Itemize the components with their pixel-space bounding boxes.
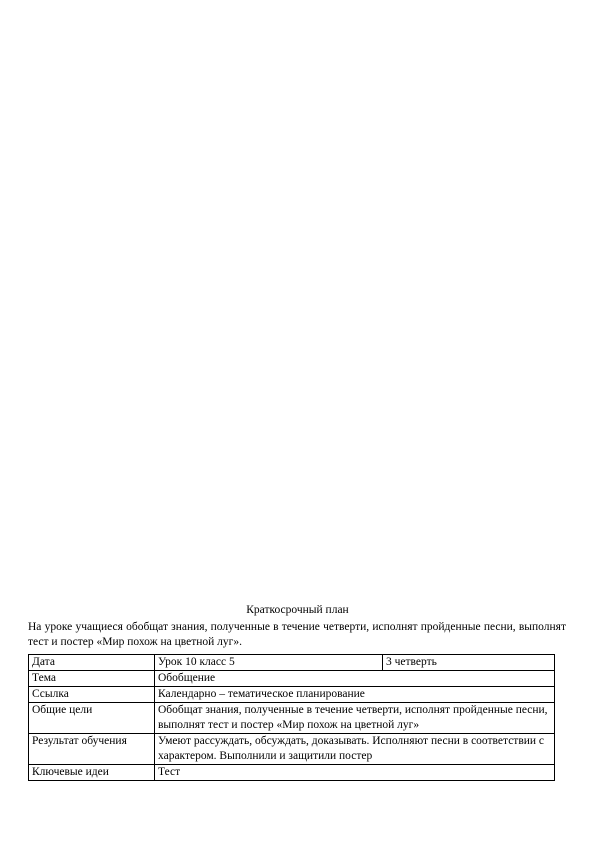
row-label-outcome: Результат обучения	[29, 734, 155, 765]
row-label-date: Дата	[29, 655, 155, 671]
row-value-outcome: Умеют рассуждать, обсуждать, доказывать. Исполняют песни в соответствии с характером. Выполнили и защитили постер	[155, 734, 555, 765]
intro-paragraph: На уроке учащиеся обобщат знания, полученные в течение четверти, исполнят пройденные песни, выполнят тест и постер «Мир похож на цветной луг».	[28, 621, 566, 648]
row-value-reference: Календарно – тематическое планирование	[155, 687, 555, 703]
table-row	[29, 703, 555, 734]
row-label-key-ideas: Ключевые идеи	[29, 765, 155, 781]
row-value-goals: Обобщат знания, полученные в течение четверти, исполнят пройденные песни, выполнят тест и постер «Мир похож на цветной луг»	[155, 703, 555, 734]
row-value-lesson: Урок 10 класс 5	[155, 655, 383, 671]
row-label-reference: Ссылка	[29, 687, 155, 703]
table-row	[29, 687, 555, 703]
table-row	[29, 765, 555, 781]
document-title: Краткосрочный план	[246, 604, 349, 616]
table-row	[29, 671, 555, 687]
row-label-topic: Тема	[29, 671, 155, 687]
row-value-key-ideas: Тест	[155, 765, 555, 781]
row-value-topic: Обобщение	[155, 671, 555, 687]
table-row	[29, 734, 555, 765]
table-row	[29, 655, 555, 671]
row-value-quarter: 3 четверть	[383, 655, 555, 671]
lesson-plan-table	[28, 654, 555, 781]
row-label-goals: Общие цели	[29, 703, 155, 734]
